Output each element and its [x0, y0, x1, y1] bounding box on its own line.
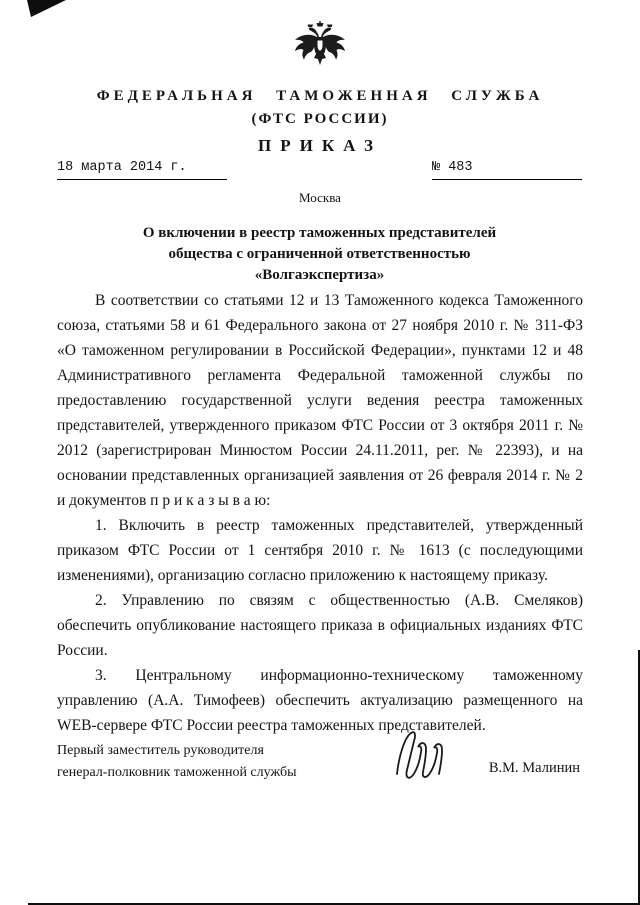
order-title-line: «Волгаэкспертиза»: [254, 267, 385, 283]
signatory-name: В.М. Малинин: [488, 760, 580, 776]
signatory-position-line: Первый заместитель руководителя: [57, 743, 264, 758]
signature-autograph-icon: [387, 724, 461, 796]
order-paragraph-preamble: В соответствии со статьями 12 и 13 Таможенного кодекса Таможенного союза, статьями 58 и 61 Федерального закона от 27 ноября 2010 г. № 311-ФЗ «О таможенном регулировании в Российской Федерации», пунктами 12 и 48 Административного регламента Федеральной таможенной службы по предоставлению государственной услуги ведения реестра таможенных представителей, утвержденного приказом ФТС России от 3 октября 2011 г. № 2012 (зарегистрирован Минюстом России 24.11.2011, рег. № 22393), и на основании представленных организацией заявления от 26 февраля 2014 г. № 2 и документов п р и к а з ы в а ю:: [57, 292, 583, 509]
date-number-row: [57, 160, 582, 180]
order-title-line: О включении в реестр таможенных представителей: [142, 225, 497, 241]
order-title: [57, 223, 582, 286]
order-paragraph-item-3: 3. Центральному информационно-техническому таможенному управлению (А.А. Тимофеев) обеспечить актуализацию размещенного на WEB-сервере ФТС России реестра таможенных представителей.: [57, 667, 583, 734]
signatory-position-line: генерал-полковник таможенной службы: [57, 765, 297, 780]
signature-block: [57, 740, 582, 784]
order-body: [57, 288, 583, 738]
order-paragraph-item-1: 1. Включить в реестр таможенных представителей, утвержденный приказом ФТС России от 1 сентября 2010 г. № 1613 (с последующими изменениями), организацию согласно приложению к настоящему приказу.: [57, 517, 583, 584]
order-title-line: общества с ограниченной ответственностью: [168, 246, 471, 262]
document-date: 18 марта 2014 г.: [57, 160, 227, 180]
document-type-heading: ПРИКАЗ: [258, 136, 382, 155]
document-number: № 483: [432, 160, 582, 180]
agency-abbreviation: (ФТС РОССИИ): [251, 111, 389, 127]
order-paragraph-item-2: 2. Управлению по связям с общественностью (А.В. Смеляков) обеспечить опубликование настоящего приказа в официальных изданиях ФТС России.: [57, 592, 583, 659]
scan-artifact-top-left: [0, 0, 70, 18]
city-label: Москва: [299, 190, 341, 205]
agency-name: ФЕДЕРАЛЬНАЯ ТАМОЖЕННАЯ СЛУЖБА: [96, 88, 544, 104]
coat-of-arms-icon: [0, 21, 640, 75]
